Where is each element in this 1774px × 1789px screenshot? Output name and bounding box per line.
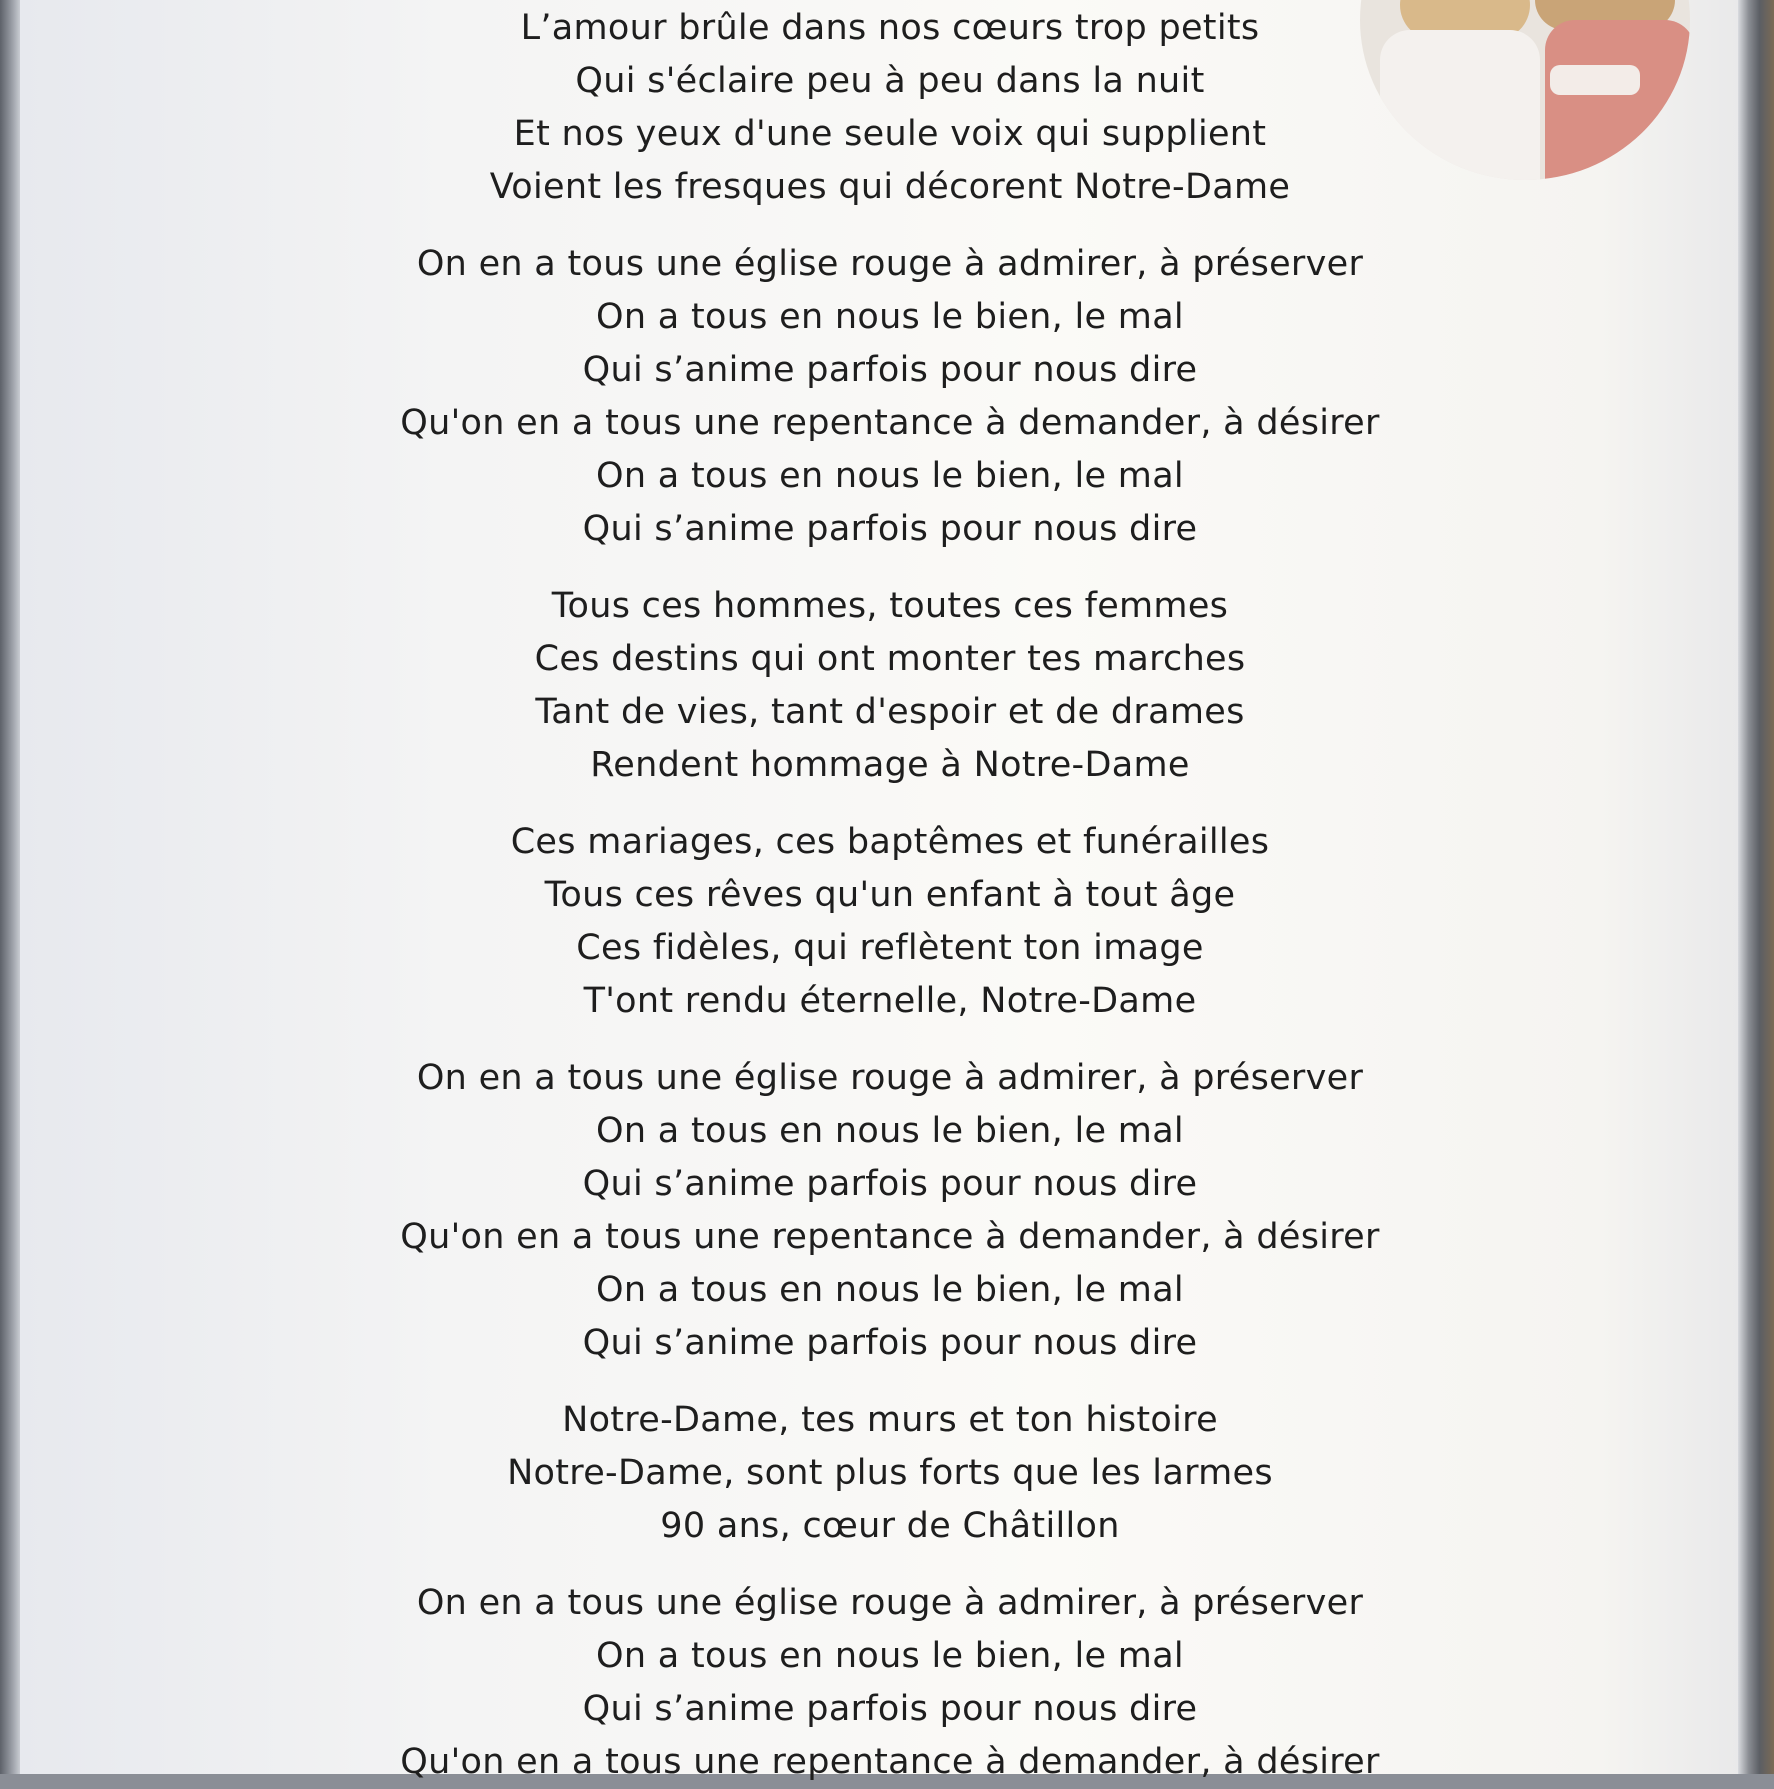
stanza-5 <box>0 1052 1774 1370</box>
lyric-line: On a tous en nous le bien, le mal <box>596 1111 1184 1151</box>
lyric-line: On en a tous une église rouge à admirer, à préserver <box>416 1058 1364 1098</box>
lyric-line: Tous ces rêves qu'un enfant à tout âge <box>544 875 1236 915</box>
lyric-line: On en a tous une église rouge à admirer, à préserver <box>416 1583 1364 1623</box>
lyric-line: Tous ces hommes, toutes ces femmes <box>551 586 1229 626</box>
lyric-line: On a tous en nous le bien, le mal <box>596 1270 1184 1310</box>
lyric-line: Qui s’anime parfois pour nous dire <box>582 1323 1198 1363</box>
stanza-1 <box>0 2 1774 214</box>
lyric-line: Tant de vies, tant d'espoir et de drames <box>535 692 1245 732</box>
stanza-2 <box>0 238 1774 556</box>
lyric-line: Qu'on en a tous une repentance à demander, à désirer <box>400 403 1380 443</box>
lyric-line: Qui s'éclaire peu à peu dans la nuit <box>575 61 1205 101</box>
lyric-line: Qui s’anime parfois pour nous dire <box>582 350 1198 390</box>
stanza-3 <box>0 580 1774 792</box>
frame-edge-right <box>1738 0 1774 1774</box>
lyric-line: On a tous en nous le bien, le mal <box>596 1636 1184 1676</box>
stanza-6 <box>0 1394 1774 1553</box>
lyric-line: On a tous en nous le bien, le mal <box>596 297 1184 337</box>
lyric-line: Ces destins qui ont monter tes marches <box>534 639 1246 679</box>
lyric-line: Qu'on en a tous une repentance à demander, à désirer <box>400 1217 1380 1257</box>
lyric-line: Et nos yeux d'une seule voix qui supplient <box>513 114 1267 154</box>
lyric-line: Voient les fresques qui décorent Notre-Dame <box>489 167 1291 207</box>
lyric-line: On a tous en nous le bien, le mal <box>596 456 1184 496</box>
lyric-line: Ces fidèles, qui reflètent ton image <box>576 928 1204 968</box>
lyric-line: T'ont rendu éternelle, Notre-Dame <box>583 981 1197 1021</box>
song-lyrics <box>0 2 1774 1789</box>
lyric-line: Rendent hommage à Notre-Dame <box>590 745 1190 785</box>
lyric-line: L’amour brûle dans nos cœurs trop petits <box>520 8 1260 48</box>
lyric-line: Qui s’anime parfois pour nous dire <box>582 1164 1198 1204</box>
lyric-line: Qu'on en a tous une repentance à demander, à désirer <box>400 1742 1380 1782</box>
lyric-line: Notre-Dame, sont plus forts que les larmes <box>507 1453 1273 1493</box>
lyric-line: Qui s’anime parfois pour nous dire <box>582 1689 1198 1729</box>
lyric-line: Qui s’anime parfois pour nous dire <box>582 509 1198 549</box>
stanza-4 <box>0 816 1774 1028</box>
stanza-7 <box>0 1577 1774 1789</box>
lyric-line: 90 ans, cœur de Châtillon <box>660 1506 1120 1546</box>
lyric-line: On en a tous une église rouge à admirer, à préserver <box>416 244 1364 284</box>
lyric-line: Notre-Dame, tes murs et ton histoire <box>562 1400 1218 1440</box>
lyric-line: Ces mariages, ces baptêmes et funérailles <box>510 822 1270 862</box>
